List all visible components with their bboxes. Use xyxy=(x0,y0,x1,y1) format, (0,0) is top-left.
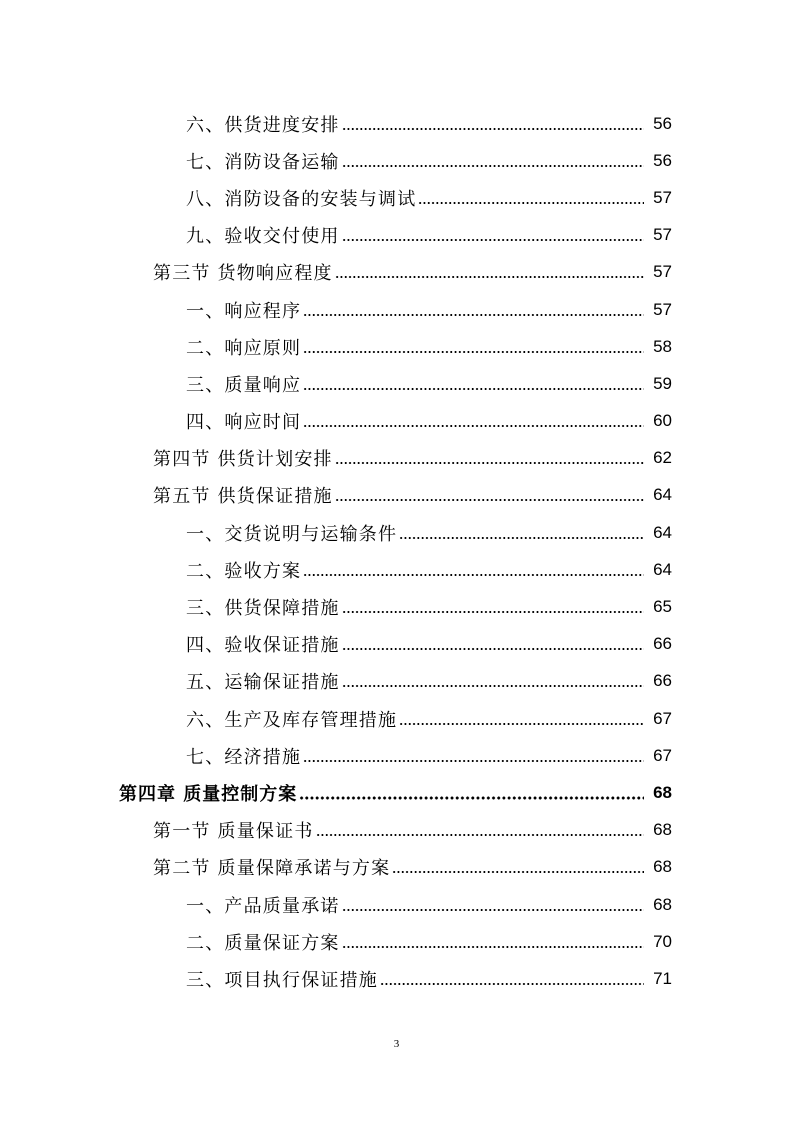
dot-leader xyxy=(303,387,644,391)
dot-leader xyxy=(342,164,644,168)
toc-entry-title: 第二节 质量保障承诺与方案 xyxy=(153,858,391,880)
toc-entry-title: 五、运输保证措施 xyxy=(186,672,340,694)
dot-leader xyxy=(342,610,644,614)
toc-entry-title: 七、经济措施 xyxy=(186,746,302,768)
toc-entry-title: 一、产品质量承诺 xyxy=(186,895,340,917)
toc-entry-title: 三、质量响应 xyxy=(186,374,302,396)
toc-entry[interactable] xyxy=(0,626,793,663)
toc-entry-page: 62 xyxy=(653,448,672,468)
toc-entry[interactable] xyxy=(0,737,793,774)
toc-entry-page: 68 xyxy=(653,782,672,802)
toc-entry[interactable] xyxy=(0,514,793,551)
toc-entry-page: 68 xyxy=(653,857,672,877)
toc-entry-page: 66 xyxy=(653,671,672,691)
toc-entry-title: 第一节 质量保证书 xyxy=(153,821,314,843)
dot-leader xyxy=(392,870,644,874)
toc-entry-title: 一、响应程序 xyxy=(186,300,302,322)
dot-leader xyxy=(342,908,644,912)
toc-entry-page: 68 xyxy=(653,820,672,840)
toc-entry-title: 二、质量保证方案 xyxy=(186,932,340,954)
toc-entry-title: 九、验收交付使用 xyxy=(186,226,340,248)
toc-entry-title: 四、响应时间 xyxy=(186,412,302,434)
dot-leader xyxy=(299,796,644,800)
toc-entry[interactable] xyxy=(0,142,793,179)
toc-entry-title: 七、消防设备运输 xyxy=(186,151,340,173)
toc-entry[interactable] xyxy=(0,923,793,960)
toc-entry-page: 65 xyxy=(653,597,672,617)
toc-entry[interactable] xyxy=(0,179,793,216)
toc-entry-page: 70 xyxy=(653,931,672,951)
table-of-contents xyxy=(0,105,793,998)
toc-entry-title: 第四章 质量控制方案 xyxy=(119,783,298,805)
toc-chapter-entry[interactable] xyxy=(0,774,793,811)
toc-entry[interactable] xyxy=(0,365,793,402)
toc-entry-title: 第三节 货物响应程度 xyxy=(153,263,333,285)
toc-entry[interactable] xyxy=(0,328,793,365)
toc-section-entry[interactable] xyxy=(0,477,793,514)
dot-leader xyxy=(303,573,644,577)
toc-entry-title: 六、生产及库存管理措施 xyxy=(186,709,398,731)
dot-leader xyxy=(342,684,644,688)
toc-entry[interactable] xyxy=(0,886,793,923)
toc-entry[interactable] xyxy=(0,663,793,700)
toc-entry[interactable] xyxy=(0,960,793,997)
toc-entry-page: 57 xyxy=(653,299,672,319)
toc-entry[interactable] xyxy=(0,588,793,625)
toc-entry-title: 八、消防设备的安装与调试 xyxy=(186,188,417,210)
toc-entry[interactable] xyxy=(0,217,793,254)
toc-section-entry[interactable] xyxy=(0,812,793,849)
toc-entry-title: 四、验收保证措施 xyxy=(186,635,340,657)
toc-entry-page: 57 xyxy=(653,225,672,245)
dot-leader xyxy=(342,647,644,651)
toc-entry-page: 64 xyxy=(653,559,672,579)
toc-entry[interactable] xyxy=(0,105,793,142)
dot-leader xyxy=(380,982,644,986)
toc-entry[interactable] xyxy=(0,551,793,588)
dot-leader xyxy=(335,498,644,502)
dot-leader xyxy=(303,313,644,317)
dot-leader xyxy=(418,201,644,205)
dot-leader xyxy=(399,536,644,540)
toc-entry-page: 57 xyxy=(653,187,672,207)
dot-leader xyxy=(342,238,644,242)
toc-section-entry[interactable] xyxy=(0,849,793,886)
toc-entry-title: 一、交货说明与运输条件 xyxy=(186,523,398,545)
toc-entry-title: 二、验收方案 xyxy=(186,560,302,582)
dot-leader xyxy=(335,275,644,279)
toc-entry-page: 56 xyxy=(653,150,672,170)
dot-leader xyxy=(335,461,644,465)
toc-entry-page: 68 xyxy=(653,894,672,914)
toc-entry-page: 67 xyxy=(653,708,672,728)
toc-entry-title: 三、项目执行保证措施 xyxy=(186,969,378,991)
toc-entry-title: 六、供货进度安排 xyxy=(186,114,340,136)
toc-entry-page: 57 xyxy=(653,262,672,282)
toc-entry-page: 59 xyxy=(653,373,672,393)
page-number: 3 xyxy=(393,1038,400,1050)
toc-entry-title: 第五节 供货保证措施 xyxy=(153,486,333,508)
toc-entry-page: 64 xyxy=(653,485,672,505)
toc-entry-page: 64 xyxy=(653,522,672,542)
toc-entry[interactable] xyxy=(0,403,793,440)
toc-entry-page: 67 xyxy=(653,745,672,765)
toc-entry-title: 第四节 供货计划安排 xyxy=(153,449,333,471)
toc-entry-page: 58 xyxy=(653,336,672,356)
toc-section-entry[interactable] xyxy=(0,440,793,477)
dot-leader xyxy=(303,424,644,428)
dot-leader xyxy=(316,833,644,837)
dot-leader xyxy=(342,127,644,131)
toc-entry[interactable] xyxy=(0,291,793,328)
toc-entry-title: 三、供货保障措施 xyxy=(186,598,340,620)
toc-section-entry[interactable] xyxy=(0,254,793,291)
dot-leader xyxy=(303,350,644,354)
toc-entry-page: 56 xyxy=(653,113,672,133)
dot-leader xyxy=(303,759,644,763)
dot-leader xyxy=(342,945,644,949)
toc-entry-page: 66 xyxy=(653,634,672,654)
toc-entry-title: 二、响应原则 xyxy=(186,337,302,359)
toc-entry[interactable] xyxy=(0,700,793,737)
toc-entry-page: 60 xyxy=(653,411,672,431)
dot-leader xyxy=(399,722,644,726)
toc-entry-page: 71 xyxy=(653,968,672,988)
